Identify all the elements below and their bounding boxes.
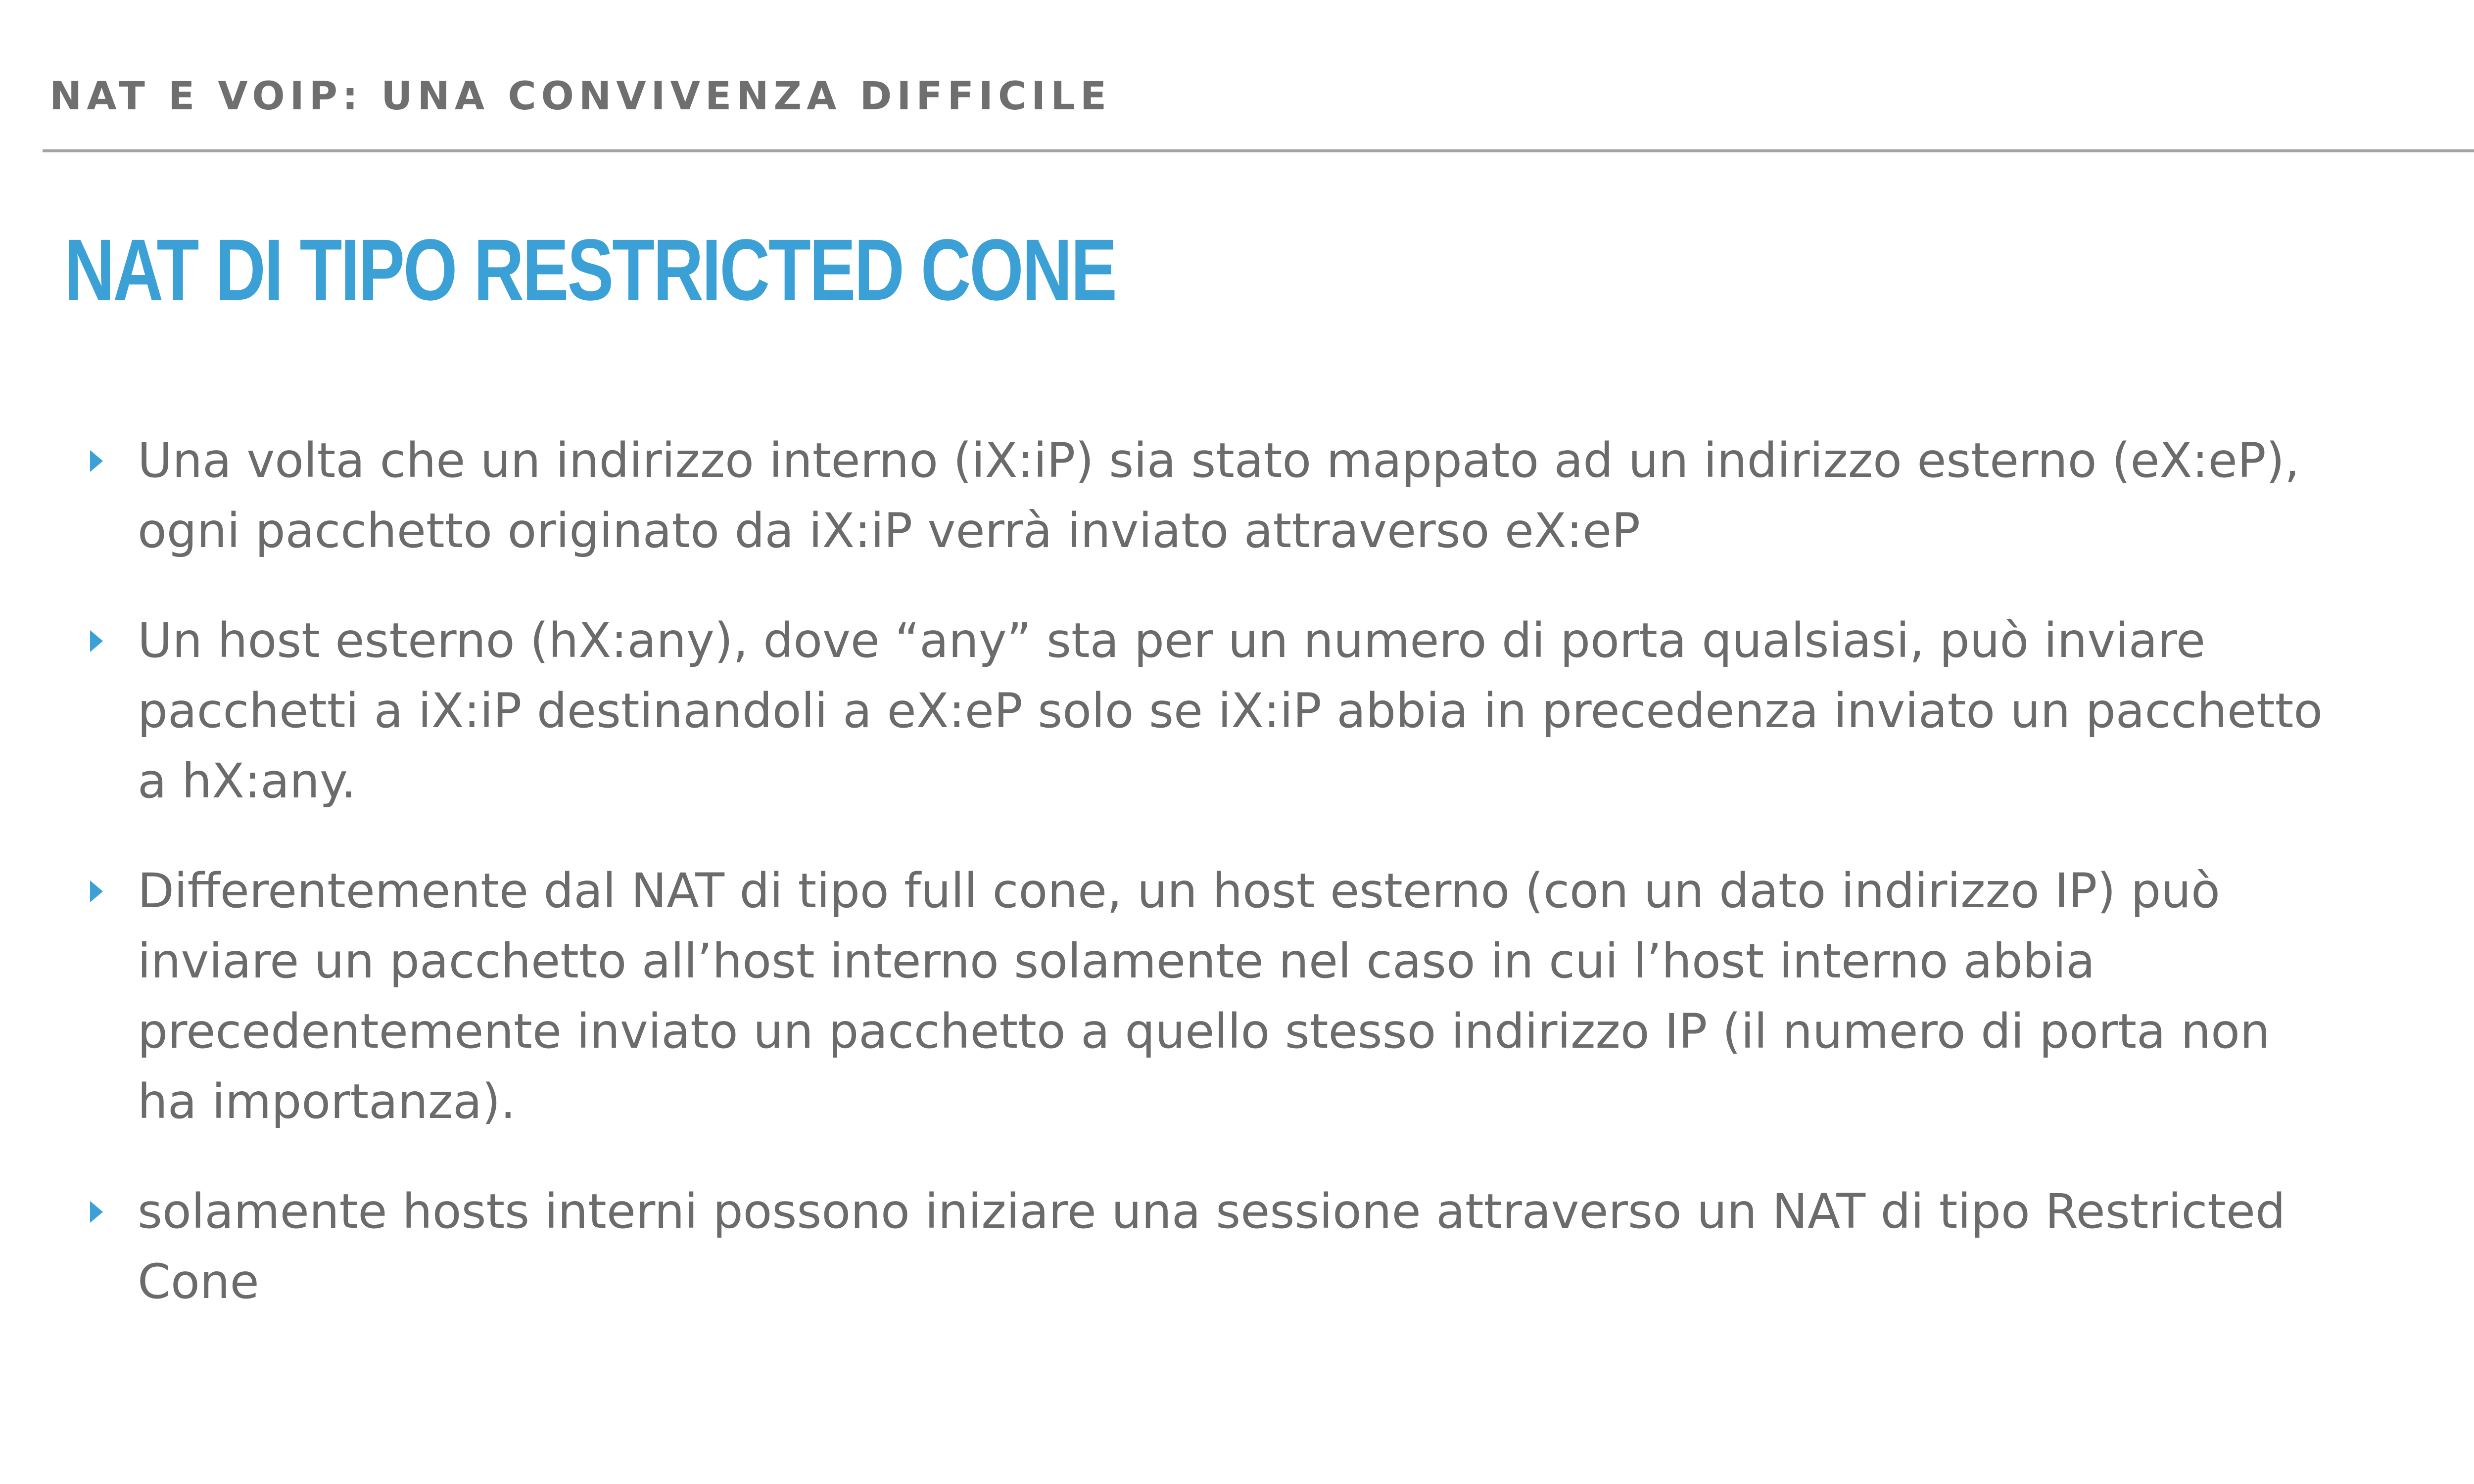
- bullet-list: [79, 425, 2335, 1356]
- triangle-right-icon: [90, 450, 103, 472]
- triangle-right-icon: [90, 630, 103, 652]
- bullet-item: [79, 856, 2335, 1137]
- triangle-right-icon: [90, 881, 103, 902]
- slide-title: NAT DI TIPO RESTRICTED CONE: [64, 222, 1116, 319]
- bullet-text: solamente hosts interni possono iniziare una sessione attraverso un NAT di tipo Restricted Cone: [138, 1184, 2285, 1309]
- bullet-text: Differentemente dal NAT di tipo full cone, un host esterno (con un dato indirizzo IP) può inviare un pacchetto all’host interno solamente nel caso in cui l’host interno abbia precedentemente inviato un pacchetto a quello stesso indirizzo IP (il numero di porta non ha importanza).: [138, 863, 2270, 1129]
- bullet-item: [79, 1176, 2335, 1317]
- bullet-item: [79, 605, 2335, 816]
- bullet-text: Una volta che un indirizzo interno (iX:iP) sia stato mappato ad un indirizzo esterno (eX:eP), ogni pacchetto originato da iX:iP verrà inviato attraverso eX:eP: [138, 433, 2300, 558]
- bullet-text: Un host esterno (hX:any), dove “any” sta per un numero di porta qualsiasi, può inviare pacchetti a iX:iP destinandoli a eX:eP solo se iX:iP abbia in precedenza inviato un pacchetto a hX:any.: [138, 613, 2323, 809]
- header-divider: [43, 149, 2474, 152]
- section-header: NAT E VOIP: UNA CONVIVENZA DIFFICILE: [49, 74, 1112, 119]
- triangle-right-icon: [90, 1201, 103, 1223]
- bullet-item: [79, 425, 2335, 566]
